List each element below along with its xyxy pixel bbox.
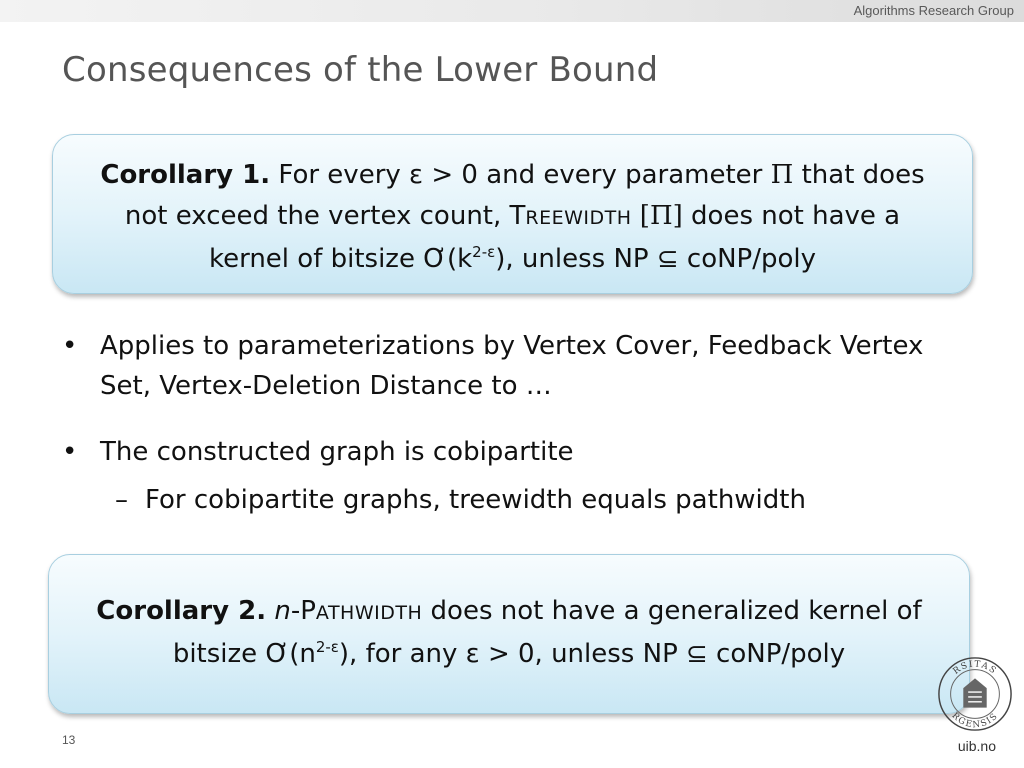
treewidth-initial: T <box>509 201 526 231</box>
pathwidth-initial: P <box>300 596 316 626</box>
corollary-1-box <box>52 134 973 294</box>
group-name: Algorithms Research Group <box>853 3 1014 18</box>
university-seal-icon <box>936 655 1014 733</box>
corollary-1-label: Corollary 1. <box>100 160 271 190</box>
pathwidth-dash: - <box>290 596 301 626</box>
corollary-1-text-b: that does not exceed the vertex count, <box>124 160 925 231</box>
page-number: 13 <box>62 733 76 747</box>
bullet-item <box>62 432 942 472</box>
site-url: uib.no <box>957 738 996 754</box>
sub-bullet-item <box>62 480 942 520</box>
corollary-2-exponent: 2-ε <box>315 638 339 656</box>
bullet-text: Applies to parameterizations by Vertex Cover, Feedback Vertex Set, Vertex-Deletion Distance to … <box>100 331 924 401</box>
corollary-2-text-b: ), for any ε > 0, unless NP ⊆ coNP/poly <box>338 639 846 669</box>
pi-symbol: Π <box>770 160 794 190</box>
svg-text:RGENSIS <box>950 711 1001 730</box>
sub-bullet-text: For cobipartite graphs, treewidth equals pathwidth <box>145 485 806 515</box>
big-o-symbol: Ơ <box>423 244 447 274</box>
treewidth-smallcaps: REEWIDTH <box>525 207 632 229</box>
corollary-2-label: Corollary 2. <box>96 596 267 626</box>
corollary-1-text-a: For every ε > 0 and every parameter <box>270 160 771 190</box>
treewidth-param: [Π] <box>631 201 683 231</box>
bullet-list <box>62 326 942 520</box>
bullet-marker: • <box>62 437 78 467</box>
corollary-1-exponent: 2-ε <box>472 243 496 261</box>
corollary-1-text-d: ), unless NP ⊆ coNP/poly <box>495 244 817 274</box>
seal-top-text: RSITAS <box>951 659 999 677</box>
bullet-item <box>62 326 942 406</box>
seal-bottom-text: RGENSIS <box>949 710 1001 731</box>
corollary-1-paren: (k <box>446 244 473 274</box>
sub-bullet-marker: – <box>115 485 128 515</box>
bullet-text: The constructed graph is cobipartite <box>100 437 574 467</box>
pathwidth-smallcaps: ATHWIDTH <box>315 602 423 624</box>
bullet-marker: • <box>62 331 78 361</box>
corollary-1-text-c: does not have a kernel of bitsize <box>208 201 901 274</box>
corollary-2-text-a: does not have a generalized kernel of bitsize <box>172 596 922 669</box>
corollary-2-paren: (n <box>289 639 316 669</box>
corollary-2-box <box>48 554 970 714</box>
big-o-symbol: Ơ <box>265 639 290 669</box>
n-variable: n <box>274 596 291 626</box>
slide-title: Consequences of the Lower Bound <box>62 50 659 90</box>
top-banner <box>0 0 1024 22</box>
